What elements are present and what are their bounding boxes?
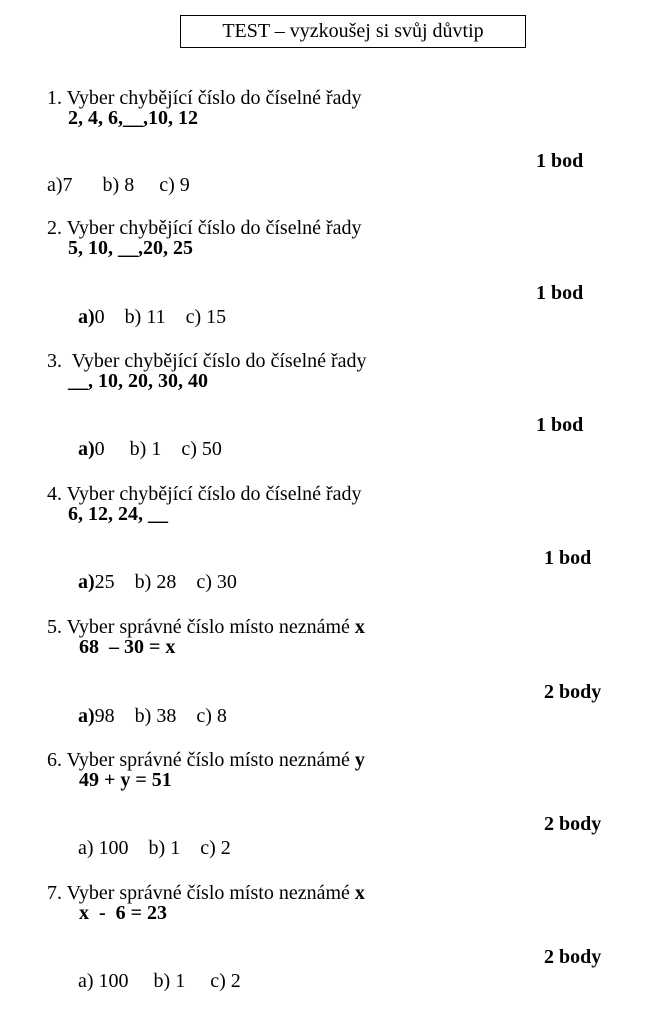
option-value: 1 <box>170 837 181 859</box>
question-2-prompt <box>37 192 362 240</box>
q3-option-c[interactable] <box>181 438 222 460</box>
option-letter: b) <box>153 970 171 992</box>
option-letter: a) <box>78 705 95 727</box>
q4-option-b[interactable] <box>135 571 177 593</box>
option-letter: a) <box>78 970 94 992</box>
question-6-unknown: y <box>354 749 365 771</box>
question-7-prompt-text: 7. Vyber správné číslo místo neznámé <box>47 882 355 904</box>
question-4-options <box>68 546 237 594</box>
option-value: 28 <box>156 571 177 593</box>
question-1-options <box>37 149 190 197</box>
option-value: 15 <box>206 306 227 328</box>
question-3-options <box>68 413 222 461</box>
question-2-task: 5, 10, __,20, 25 <box>68 237 193 259</box>
option-letter: b) <box>102 174 120 196</box>
question-3-task: __, 10, 20, 30, 40 <box>68 370 208 392</box>
option-value: 0 <box>94 438 105 460</box>
option-value: 25 <box>94 571 115 593</box>
q3-option-a[interactable] <box>78 438 105 460</box>
q4-option-a[interactable] <box>78 571 115 593</box>
question-7-points: 2 body <box>544 946 602 968</box>
option-letter: b) <box>124 306 142 328</box>
option-value: 2 <box>220 837 231 859</box>
question-4-task: 6, 12, 24, __ <box>68 503 168 525</box>
question-6-prompt <box>37 724 365 772</box>
option-letter: c) <box>210 970 226 992</box>
q6-option-b[interactable] <box>149 837 181 859</box>
question-5-options <box>68 680 227 728</box>
option-letter: c) <box>181 438 197 460</box>
option-letter: c) <box>196 705 212 727</box>
test-title: TEST – vyzkoušej si svůj důvtip <box>180 15 526 48</box>
question-4-prompt-text: 4. Vyber chybějící číslo do číselné řady <box>47 483 362 505</box>
option-value: 1 <box>175 970 186 992</box>
question-4-prompt <box>37 458 362 506</box>
question-6-points: 2 body <box>544 813 602 835</box>
option-letter: a) <box>78 571 95 593</box>
option-letter: c) <box>185 306 202 328</box>
option-value: 98 <box>94 705 115 727</box>
question-2-points: 1 bod <box>536 282 584 304</box>
q7-option-a[interactable] <box>78 970 129 992</box>
question-5-prompt <box>37 591 365 639</box>
question-1-prompt-text: 1. Vyber chybějící číslo do číselné řady <box>47 87 362 109</box>
option-value: 50 <box>201 438 222 460</box>
question-3-prompt <box>37 325 367 373</box>
option-letter: b) <box>148 837 166 859</box>
option-value: 9 <box>179 174 190 196</box>
question-2-prompt-text: 2. Vyber chybějící číslo do číselné řady <box>47 217 362 239</box>
option-value: 2 <box>230 970 241 992</box>
option-value: 7 <box>62 174 73 196</box>
option-value: 38 <box>156 705 177 727</box>
option-letter: c) <box>159 174 175 196</box>
question-5-unknown: x <box>354 616 365 638</box>
question-3-points: 1 bod <box>536 414 584 436</box>
question-5-points: 2 body <box>544 681 602 703</box>
option-value: 0 <box>94 306 105 328</box>
option-value: 100 <box>98 837 129 859</box>
q6-option-a[interactable] <box>78 837 129 859</box>
question-5-task: 68 – 30 = x <box>79 636 176 658</box>
q4-option-c[interactable] <box>196 571 237 593</box>
option-letter: c) <box>200 837 216 859</box>
question-6-prompt-text: 6. Vyber správné číslo místo neznámé <box>47 749 355 771</box>
q7-option-b[interactable] <box>154 970 186 992</box>
option-letter: b) <box>134 705 152 727</box>
option-value: 8 <box>124 174 135 196</box>
option-letter: b) <box>134 571 152 593</box>
option-letter: a) <box>78 837 94 859</box>
option-letter: a) <box>78 306 95 328</box>
question-7-task: x - 6 = 23 <box>79 902 168 924</box>
question-1-prompt <box>37 62 362 110</box>
option-letter: a) <box>78 438 95 460</box>
question-6-task: 49 + y = 51 <box>79 769 172 791</box>
question-7-options <box>68 945 241 993</box>
option-value: 30 <box>216 571 237 593</box>
question-7-unknown: x <box>354 882 365 904</box>
question-5-prompt-text: 5. Vyber správné číslo místo neznámé <box>47 616 355 638</box>
question-1-points: 1 bod <box>536 150 584 172</box>
option-letter: a) <box>47 174 63 196</box>
q3-option-b[interactable] <box>130 438 162 460</box>
q7-option-c[interactable] <box>210 970 241 992</box>
option-value: 100 <box>98 970 129 992</box>
q6-option-c[interactable] <box>200 837 231 859</box>
question-6-options <box>68 812 231 860</box>
option-letter: b) <box>129 438 147 460</box>
question-7-prompt <box>37 857 365 905</box>
option-value: 1 <box>151 438 162 460</box>
question-4-points: 1 bod <box>544 547 592 569</box>
option-value: 8 <box>216 705 227 727</box>
question-2-options <box>68 281 226 329</box>
question-3-prompt-text: 3. Vyber chybějící číslo do číselné řady <box>47 350 367 372</box>
option-letter: c) <box>196 571 212 593</box>
question-1-task: 2, 4, 6,__,10, 12 <box>68 107 198 129</box>
option-value: 11 <box>146 306 166 328</box>
